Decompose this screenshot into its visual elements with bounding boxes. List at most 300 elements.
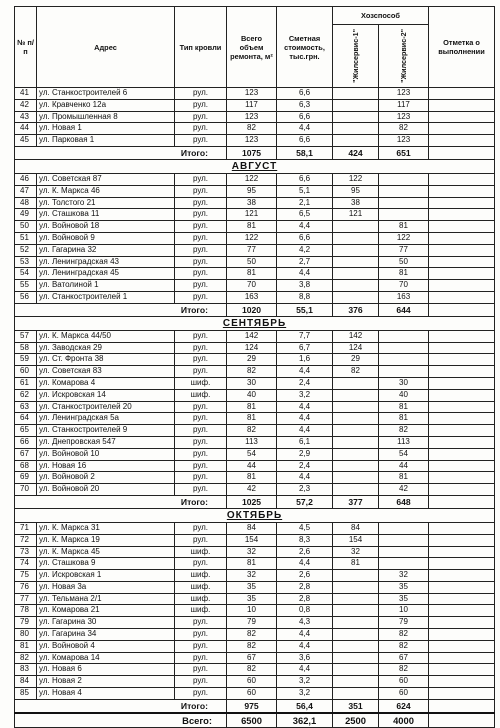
row-number: 59 (15, 354, 37, 366)
row-number: 72 (15, 534, 37, 546)
month-title: ОКТЯБРЬ (15, 508, 495, 522)
row-cost: 4,4 (277, 268, 333, 280)
row-number: 45 (15, 135, 37, 147)
table-row (15, 522, 495, 534)
row-address: ул. Войновой 9 (37, 232, 175, 244)
row-zhilservis-1 (333, 581, 379, 593)
row-zhilservis-2: 35 (379, 593, 429, 605)
row-zhilservis-2: 82 (379, 640, 429, 652)
row-volume: 82 (227, 123, 277, 135)
header-zhilservis-2: "Жилсервис-2" (379, 25, 429, 88)
row-volume: 82 (227, 629, 277, 641)
subtotal-volume: 1025 (227, 495, 277, 508)
table-row (15, 652, 495, 664)
row-volume: 81 (227, 413, 277, 425)
table-row (15, 460, 495, 472)
row-address: ул. Гагарина 30 (37, 617, 175, 629)
row-zhilservis-2: 81 (379, 221, 429, 233)
row-cost: 2,8 (277, 593, 333, 605)
row-volume: 142 (227, 330, 277, 342)
row-address: ул. Войновой 20 (37, 484, 175, 496)
row-roof-type: рул. (175, 448, 227, 460)
month-header-row (15, 508, 495, 522)
row-zhilservis-2: 50 (379, 256, 429, 268)
row-roof-type: рул. (175, 522, 227, 534)
row-completion-note (429, 377, 495, 389)
row-completion-note (429, 244, 495, 256)
row-completion-note (429, 330, 495, 342)
header-roof-type: Тип кровли (175, 7, 227, 88)
table-row (15, 546, 495, 558)
row-zhilservis-1 (333, 401, 379, 413)
row-volume: 122 (227, 232, 277, 244)
row-volume: 95 (227, 185, 277, 197)
subtotal-row (15, 303, 495, 316)
row-completion-note (429, 546, 495, 558)
table-row (15, 484, 495, 496)
row-number: 80 (15, 629, 37, 641)
row-completion-note (429, 413, 495, 425)
row-roof-type: шиф. (175, 377, 227, 389)
row-roof-type: рул. (175, 484, 227, 496)
row-zhilservis-1 (333, 605, 379, 617)
row-volume: 121 (227, 209, 277, 221)
row-completion-note (429, 664, 495, 676)
row-address: ул. Тельмана 2/1 (37, 593, 175, 605)
table-row (15, 558, 495, 570)
row-cost: 2,6 (277, 570, 333, 582)
row-zhilservis-1 (333, 413, 379, 425)
row-volume: 123 (227, 135, 277, 147)
row-zhilservis-1: 154 (333, 534, 379, 546)
row-zhilservis-2 (379, 173, 429, 185)
row-cost: 6,1 (277, 436, 333, 448)
row-roof-type: рул. (175, 173, 227, 185)
row-address: ул. Ст. Фронта 38 (37, 354, 175, 366)
row-roof-type: рул. (175, 342, 227, 354)
row-address: ул. Парковая 1 (37, 135, 175, 147)
row-completion-note (429, 197, 495, 209)
row-roof-type: шиф. (175, 570, 227, 582)
row-completion-note (429, 268, 495, 280)
row-address: ул. Искровская 1 (37, 570, 175, 582)
table-row (15, 88, 495, 100)
row-zhilservis-1: 124 (333, 342, 379, 354)
row-address: ул. Советская 83 (37, 366, 175, 378)
row-zhilservis-2: 77 (379, 244, 429, 256)
repair-table (14, 6, 495, 728)
subtotal-row (15, 495, 495, 508)
table-row (15, 197, 495, 209)
table-row (15, 185, 495, 197)
row-volume: 81 (227, 221, 277, 233)
row-volume: 84 (227, 522, 277, 534)
grand-total-zhilservis-1: 2500 (333, 713, 379, 728)
row-zhilservis-1: 29 (333, 354, 379, 366)
row-zhilservis-2 (379, 354, 429, 366)
row-completion-note (429, 232, 495, 244)
row-volume: 35 (227, 593, 277, 605)
row-completion-note (429, 448, 495, 460)
month-header-row (15, 316, 495, 330)
row-cost: 4,4 (277, 413, 333, 425)
row-address: ул. Станкостроителей 9 (37, 425, 175, 437)
row-volume: 82 (227, 640, 277, 652)
row-address: ул. Войновой 4 (37, 640, 175, 652)
row-volume: 81 (227, 268, 277, 280)
row-address: ул. Гагарина 32 (37, 244, 175, 256)
row-cost: 4,4 (277, 629, 333, 641)
row-zhilservis-1: 38 (333, 197, 379, 209)
row-number: 78 (15, 605, 37, 617)
row-roof-type: рул. (175, 366, 227, 378)
table-row (15, 330, 495, 342)
table-row (15, 244, 495, 256)
row-roof-type: рул. (175, 197, 227, 209)
row-volume: 163 (227, 291, 277, 303)
row-cost: 2,1 (277, 197, 333, 209)
row-address: ул. Ленинградская 5а (37, 413, 175, 425)
row-volume: 82 (227, 366, 277, 378)
table-row (15, 676, 495, 688)
row-completion-note (429, 425, 495, 437)
table-row (15, 232, 495, 244)
row-cost: 8,3 (277, 534, 333, 546)
table-row (15, 472, 495, 484)
row-address: ул. К. Маркса 45 (37, 546, 175, 558)
row-volume: 122 (227, 173, 277, 185)
table-row (15, 366, 495, 378)
row-volume: 30 (227, 377, 277, 389)
row-completion-note (429, 99, 495, 111)
table-row (15, 617, 495, 629)
row-completion-note (429, 88, 495, 100)
row-roof-type: рул. (175, 688, 227, 700)
row-zhilservis-1 (333, 617, 379, 629)
row-address: ул. Новая 16 (37, 460, 175, 472)
subtotal-cost: 57,2 (277, 495, 333, 508)
row-completion-note (429, 676, 495, 688)
row-zhilservis-2: 54 (379, 448, 429, 460)
row-cost: 6,6 (277, 232, 333, 244)
row-zhilservis-1 (333, 593, 379, 605)
row-cost: 4,2 (277, 244, 333, 256)
row-cost: 2,4 (277, 377, 333, 389)
row-zhilservis-1 (333, 436, 379, 448)
row-roof-type: рул. (175, 256, 227, 268)
row-address: ул. Новая 1 (37, 123, 175, 135)
repair-schedule-sheet (14, 6, 494, 728)
row-cost: 4,4 (277, 472, 333, 484)
grand-total-cost: 362,1 (277, 713, 333, 728)
row-zhilservis-2: 123 (379, 111, 429, 123)
row-completion-note (429, 209, 495, 221)
row-roof-type: рул. (175, 664, 227, 676)
row-cost: 6,6 (277, 173, 333, 185)
row-cost: 3,2 (277, 688, 333, 700)
row-cost: 4,4 (277, 401, 333, 413)
row-completion-note (429, 688, 495, 700)
row-number: 50 (15, 221, 37, 233)
row-number: 63 (15, 401, 37, 413)
subtotal-note (429, 303, 495, 316)
row-volume: 10 (227, 605, 277, 617)
row-zhilservis-1 (333, 629, 379, 641)
subtotal-zhilservis-1: 377 (333, 495, 379, 508)
table-row (15, 570, 495, 582)
row-volume: 81 (227, 401, 277, 413)
row-zhilservis-1 (333, 268, 379, 280)
row-completion-note (429, 173, 495, 185)
row-cost: 6,7 (277, 342, 333, 354)
subtotal-note (429, 495, 495, 508)
row-volume: 35 (227, 581, 277, 593)
subtotal-volume: 1020 (227, 303, 277, 316)
row-number: 79 (15, 617, 37, 629)
row-address: ул. Сташкова 9 (37, 558, 175, 570)
row-number: 66 (15, 436, 37, 448)
row-number: 58 (15, 342, 37, 354)
table-row (15, 111, 495, 123)
month-header-row (15, 159, 495, 173)
row-number: 46 (15, 173, 37, 185)
row-zhilservis-2 (379, 209, 429, 221)
table-row (15, 640, 495, 652)
row-number: 54 (15, 268, 37, 280)
subtotal-zhilservis-1: 376 (333, 303, 379, 316)
row-cost: 2,8 (277, 581, 333, 593)
month-title: СЕНТЯБРЬ (15, 316, 495, 330)
row-zhilservis-2: 60 (379, 676, 429, 688)
row-volume: 50 (227, 256, 277, 268)
row-volume: 117 (227, 99, 277, 111)
row-zhilservis-1 (333, 484, 379, 496)
row-cost: 4,5 (277, 522, 333, 534)
row-cost: 8,8 (277, 291, 333, 303)
row-roof-type: рул. (175, 617, 227, 629)
row-zhilservis-2: 30 (379, 377, 429, 389)
row-zhilservis-2: 163 (379, 291, 429, 303)
row-volume: 123 (227, 88, 277, 100)
row-completion-note (429, 605, 495, 617)
row-roof-type: шиф. (175, 546, 227, 558)
header-completion-note: Отметка о выполнении (429, 7, 495, 88)
row-address: ул. Ленинградская 43 (37, 256, 175, 268)
row-zhilservis-2: 44 (379, 460, 429, 472)
table-row (15, 688, 495, 700)
row-zhilservis-2 (379, 366, 429, 378)
row-number: 71 (15, 522, 37, 534)
table-row (15, 354, 495, 366)
row-completion-note (429, 640, 495, 652)
row-roof-type: рул. (175, 558, 227, 570)
row-zhilservis-2: 82 (379, 123, 429, 135)
row-volume: 82 (227, 664, 277, 676)
row-cost: 2,6 (277, 546, 333, 558)
row-zhilservis-1 (333, 570, 379, 582)
row-volume: 70 (227, 280, 277, 292)
row-zhilservis-1 (333, 640, 379, 652)
row-address: ул. Новая 2 (37, 676, 175, 688)
row-number: 81 (15, 640, 37, 652)
row-completion-note (429, 401, 495, 413)
row-cost: 6,6 (277, 135, 333, 147)
row-zhilservis-2: 81 (379, 268, 429, 280)
row-roof-type: рул. (175, 221, 227, 233)
row-volume: 29 (227, 354, 277, 366)
row-address: ул. К. Маркса 19 (37, 534, 175, 546)
row-address: ул. Промышленная 8 (37, 111, 175, 123)
row-completion-note (429, 221, 495, 233)
row-cost: 4,4 (277, 664, 333, 676)
row-roof-type: рул. (175, 629, 227, 641)
row-roof-type: рул. (175, 640, 227, 652)
row-zhilservis-2: 10 (379, 605, 429, 617)
row-zhilservis-1: 142 (333, 330, 379, 342)
row-zhilservis-1 (333, 389, 379, 401)
table-row (15, 425, 495, 437)
row-number: 68 (15, 460, 37, 472)
row-zhilservis-2: 32 (379, 570, 429, 582)
row-roof-type: шиф. (175, 389, 227, 401)
row-roof-type: рул. (175, 280, 227, 292)
row-address: ул. Войновой 18 (37, 221, 175, 233)
row-zhilservis-1 (333, 88, 379, 100)
row-volume: 81 (227, 472, 277, 484)
row-volume: 60 (227, 688, 277, 700)
row-zhilservis-1 (333, 256, 379, 268)
row-number: 48 (15, 197, 37, 209)
row-roof-type: рул. (175, 244, 227, 256)
row-address: ул. Толстого 21 (37, 197, 175, 209)
grand-total-label: Всего: (15, 713, 227, 728)
grand-total-volume: 6500 (227, 713, 277, 728)
subtotal-zhilservis-1: 424 (333, 146, 379, 159)
row-cost: 6,6 (277, 88, 333, 100)
row-address: ул. Войновой 10 (37, 448, 175, 460)
row-address: ул. Сташкова 11 (37, 209, 175, 221)
row-address: ул. К. Маркса 31 (37, 522, 175, 534)
table-row (15, 605, 495, 617)
subtotal-cost: 56,4 (277, 699, 333, 713)
table-row (15, 581, 495, 593)
table-row (15, 291, 495, 303)
row-number: 67 (15, 448, 37, 460)
subtotal-zhilservis-2: 644 (379, 303, 429, 316)
row-completion-note (429, 652, 495, 664)
row-zhilservis-1 (333, 664, 379, 676)
row-number: 60 (15, 366, 37, 378)
row-completion-note (429, 617, 495, 629)
table-row (15, 268, 495, 280)
row-zhilservis-2: 117 (379, 99, 429, 111)
table-row (15, 629, 495, 641)
row-address: ул. К. Маркса 46 (37, 185, 175, 197)
row-zhilservis-2: 81 (379, 472, 429, 484)
row-volume: 113 (227, 436, 277, 448)
row-zhilservis-2 (379, 185, 429, 197)
row-zhilservis-2: 40 (379, 389, 429, 401)
row-number: 69 (15, 472, 37, 484)
row-completion-note (429, 111, 495, 123)
row-number: 62 (15, 389, 37, 401)
row-completion-note (429, 135, 495, 147)
row-address: ул. Кравченко 12а (37, 99, 175, 111)
row-zhilservis-1 (333, 135, 379, 147)
row-cost: 3,2 (277, 676, 333, 688)
subtotal-cost: 55,1 (277, 303, 333, 316)
row-roof-type: рул. (175, 185, 227, 197)
row-number: 65 (15, 425, 37, 437)
row-zhilservis-2 (379, 342, 429, 354)
subtotal-label: Итого: (15, 303, 227, 316)
row-zhilservis-1 (333, 425, 379, 437)
table-row (15, 280, 495, 292)
row-number: 52 (15, 244, 37, 256)
row-zhilservis-1 (333, 99, 379, 111)
subtotal-label: Итого: (15, 699, 227, 713)
row-zhilservis-1 (333, 244, 379, 256)
table-row (15, 389, 495, 401)
row-completion-note (429, 593, 495, 605)
row-address: ул. Ватолиной 1 (37, 280, 175, 292)
table-row (15, 99, 495, 111)
row-zhilservis-2: 123 (379, 88, 429, 100)
row-volume: 123 (227, 111, 277, 123)
row-address: ул. Днепровская 547 (37, 436, 175, 448)
row-address: ул. Войновой 2 (37, 472, 175, 484)
row-number: 47 (15, 185, 37, 197)
row-cost: 4,4 (277, 425, 333, 437)
row-completion-note (429, 629, 495, 641)
row-roof-type: рул. (175, 354, 227, 366)
row-roof-type: рул. (175, 472, 227, 484)
row-number: 73 (15, 546, 37, 558)
row-zhilservis-2: 82 (379, 425, 429, 437)
row-address: ул. Комарова 4 (37, 377, 175, 389)
row-address: ул. Станкостроителей 1 (37, 291, 175, 303)
row-volume: 67 (227, 652, 277, 664)
row-roof-type: рул. (175, 123, 227, 135)
table-row (15, 534, 495, 546)
row-cost: 3,8 (277, 280, 333, 292)
subtotal-label: Итого: (15, 495, 227, 508)
row-zhilservis-2 (379, 558, 429, 570)
row-zhilservis-1 (333, 111, 379, 123)
row-cost: 6,3 (277, 99, 333, 111)
row-roof-type: шиф. (175, 605, 227, 617)
header-volume: Всего объем ремонта, м² (227, 7, 277, 88)
row-roof-type: рул. (175, 425, 227, 437)
row-zhilservis-1 (333, 460, 379, 472)
month-title: АВГУСТ (15, 159, 495, 173)
row-address: ул. Станкостроителей 20 (37, 401, 175, 413)
row-cost: 6,5 (277, 209, 333, 221)
row-roof-type: рул. (175, 652, 227, 664)
row-zhilservis-1 (333, 377, 379, 389)
row-number: 74 (15, 558, 37, 570)
row-number: 43 (15, 111, 37, 123)
row-completion-note (429, 581, 495, 593)
row-zhilservis-1: 81 (333, 558, 379, 570)
row-roof-type: рул. (175, 232, 227, 244)
row-zhilservis-2: 35 (379, 581, 429, 593)
row-volume: 82 (227, 425, 277, 437)
row-zhilservis-2 (379, 197, 429, 209)
row-completion-note (429, 291, 495, 303)
row-volume: 40 (227, 389, 277, 401)
subtotal-volume: 975 (227, 699, 277, 713)
